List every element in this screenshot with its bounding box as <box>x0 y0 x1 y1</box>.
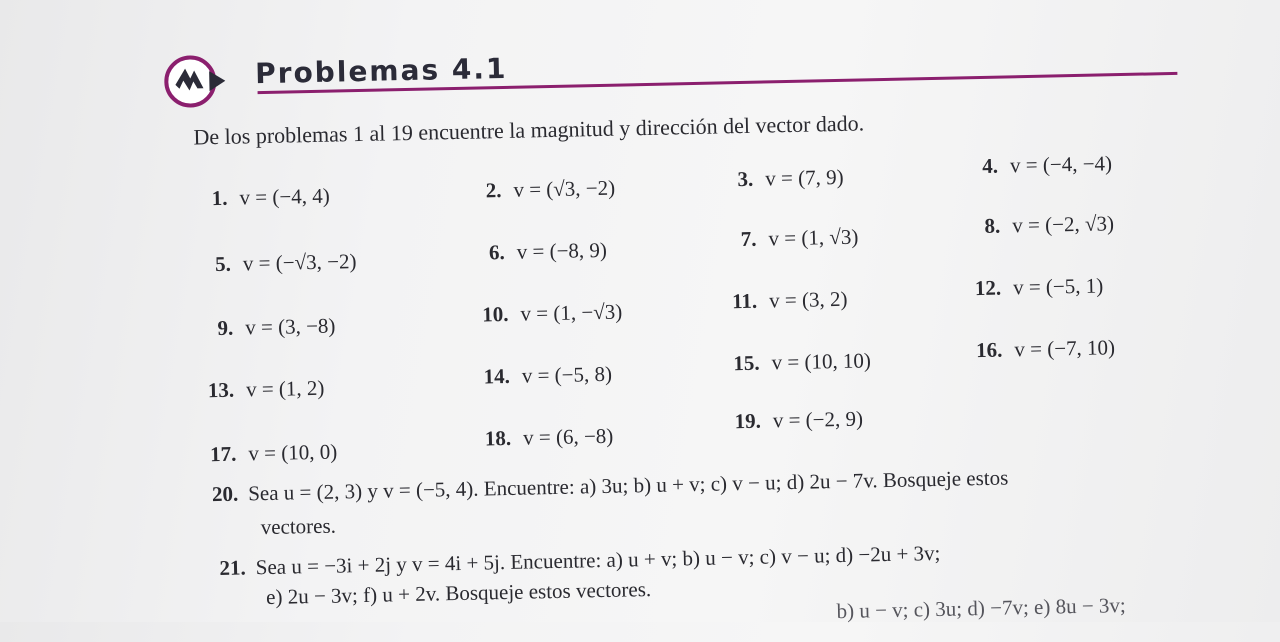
problem-expression: v = (1, 2) <box>245 375 325 402</box>
problem-expression: v = (−4, 4) <box>239 183 330 210</box>
problem-number: 8. <box>984 213 1001 238</box>
problem-expression: v = (10, 10) <box>771 348 872 375</box>
problem-20 <box>212 465 1009 507</box>
problem-20-continuation <box>260 514 336 541</box>
problem-number: 20. <box>211 481 239 507</box>
problem-item <box>485 424 614 452</box>
problem-number: 2. <box>485 178 502 203</box>
problem-number: 10. <box>482 301 509 327</box>
problem-expression: v = (−2, √3) <box>1012 211 1115 238</box>
instructions-text: De los problemas 1 al 19 encuentre la magnitud y dirección del vector dado. <box>193 110 865 150</box>
problem-expression: v = (10, 0) <box>248 439 338 466</box>
problem-item <box>210 440 338 468</box>
problem-number: 19. <box>734 408 762 434</box>
problem-number: 13. <box>207 377 235 403</box>
problem-20-line1: Sea u = (2, 3) y v = (−5, 4). Encuentre: a) 3u; b) u + v; c) v − u; d) 2u − 7v. Bosqueje estos <box>247 465 1009 506</box>
problem-expression: v = (3, 2) <box>768 286 848 313</box>
problem-expression: v = (√3, −2) <box>513 175 616 202</box>
problem-number: 5. <box>214 251 232 277</box>
problem-number: 9. <box>217 315 234 341</box>
problem-item <box>483 362 612 390</box>
problem-number: 3. <box>737 166 754 192</box>
problem-expression: v = (−4, −4) <box>1009 151 1113 178</box>
problem-expression: v = (−5, 8) <box>521 361 613 388</box>
partial-next-line <box>836 593 1126 624</box>
problems-logo-icon <box>163 54 226 109</box>
problem-item <box>737 165 844 192</box>
problem-item <box>982 151 1112 179</box>
problem-item <box>215 249 357 277</box>
problem-expression: v = (6, −8) <box>522 423 614 450</box>
problem-21-line1: Sea u = −3i + 2j y v = 4i + 5j. Encuentre: a) u + v; b) u − v; c) v − u; d) −2u + 3v; <box>255 540 941 580</box>
problem-item <box>489 238 607 265</box>
partial-line-text: b) u − v; c) 3u; d) −7v; e) 8u − 3v; <box>836 593 1126 624</box>
problem-number: 14. <box>483 363 511 389</box>
problem-expression: v = (1, −√3) <box>520 299 623 326</box>
problem-item <box>734 407 863 435</box>
problem-number: 7. <box>740 226 757 252</box>
problem-number: 11. <box>731 288 758 314</box>
problem-expression: v = (7, 9) <box>764 164 844 191</box>
problem-21 <box>219 541 940 581</box>
section-title: Problemas 4.1 <box>254 51 508 91</box>
problem-expression: v = (3, −8) <box>244 313 336 340</box>
problem-number: 16. <box>975 337 1003 363</box>
problem-number: 15. <box>733 350 760 376</box>
problem-item <box>976 335 1115 363</box>
problem-number: 4. <box>982 153 999 178</box>
problem-item <box>741 225 859 252</box>
problem-item <box>732 287 848 314</box>
problem-expression: v = (−2, 9) <box>772 406 864 433</box>
problem-item <box>208 376 325 403</box>
problem-expression: v = (−√3, −2) <box>242 249 357 276</box>
problem-item <box>984 211 1114 239</box>
problem-number: 18. <box>484 425 512 451</box>
problem-number: 12. <box>974 275 1002 301</box>
problem-number: 17. <box>209 441 237 467</box>
problem-number: 21. <box>219 555 247 581</box>
problem-item <box>975 273 1104 301</box>
problem-item <box>217 314 335 341</box>
problem-expression: v = (−7, 10) <box>1014 335 1116 362</box>
problem-expression: v = (−5, 1) <box>1012 273 1104 300</box>
problem-21-line2: e) 2u − 3v; f) u + 2v. Bosqueje estos vectores. <box>265 576 652 610</box>
problem-item <box>482 300 622 328</box>
problem-item <box>733 348 871 376</box>
problem-item <box>212 184 330 211</box>
problem-21-continuation <box>266 577 652 610</box>
problem-expression: v = (1, √3) <box>768 224 859 251</box>
problem-number: 1. <box>211 185 228 211</box>
problem-expression: v = (−8, 9) <box>516 237 608 264</box>
problem-item <box>485 176 615 204</box>
problem-20-line2: vectores. <box>260 513 337 540</box>
problem-number: 6. <box>488 239 505 265</box>
